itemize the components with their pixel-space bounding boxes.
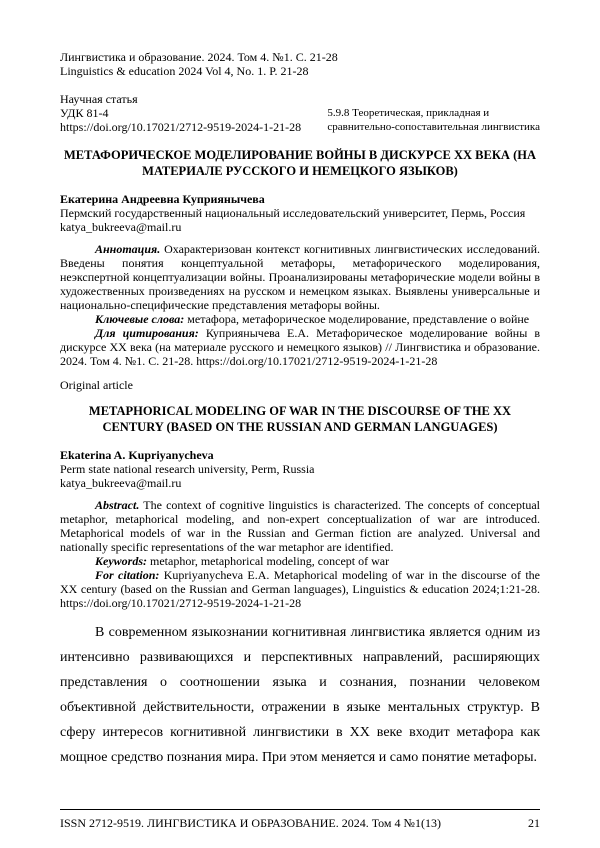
page-footer bbox=[60, 809, 540, 830]
author-email-en: katya_bukreeva@mail.ru bbox=[60, 476, 182, 490]
classification-line-2: сравнительно-сопоставительная лингвистика bbox=[327, 121, 540, 133]
keywords-text-ru: метафора, метафорическое моделирование, представление о войне bbox=[184, 312, 530, 326]
article-meta bbox=[60, 92, 540, 134]
classification-line-1: 5.9.8 Теоретическая, прикладная и bbox=[327, 107, 490, 119]
citation-label-en: For citation: bbox=[95, 568, 160, 582]
article-title-en: METAPHORICAL MODELING OF WAR IN THE DISCOURSE OF THE XX CENTURY (BASED ON THE RUSSIAN AND GERMAN LANGUAGES) bbox=[88, 404, 512, 434]
abstract-text-en: The context of cognitive linguistics is characterized. The concepts of conceptual metaphor, metaphorical modeling, and non-expert conceptualization of war are introduced. Metaphorical models of war in the Russian and German fiction are analyzed. Universal and nationally specific representations of the war metaphor are identified. bbox=[60, 498, 540, 554]
citation-paragraph-en bbox=[60, 568, 540, 610]
affiliation-ru: Пермский государственный национальный исследовательский университет, Пермь, Россия bbox=[60, 206, 526, 220]
author-name-ru: Екатерина Андреевна Куприянычева bbox=[60, 192, 265, 206]
original-article-label: Original article bbox=[60, 378, 133, 392]
abstract-label-ru: Аннотация. bbox=[95, 242, 161, 256]
udk-label: УДК 81-4 bbox=[60, 106, 109, 120]
footer-issn-line: ISSN 2712-9519. ЛИНГВИСТИКА И ОБРАЗОВАНИЕ. 2024. Том 4 №1(13) bbox=[60, 816, 441, 830]
journal-ref-en: Linguistics & education 2024 Vol 4, No. 1. P. 21-28 bbox=[60, 64, 309, 78]
meta-left-column bbox=[60, 92, 301, 134]
citation-text-en: Kupriyanycheva E.A. Metaphorical modeling of war in the discourse of the XX century (based on the Russian and German languages), Linguistics & education 2024;1:21-28. https://doi.org/10.17021/2712-9519-2024-1-21-28 bbox=[60, 568, 540, 610]
article-type-label: Научная статья bbox=[60, 92, 138, 106]
citation-paragraph-ru bbox=[60, 326, 540, 368]
author-name-en: Ekaterina A. Kupriyanycheva bbox=[60, 448, 214, 462]
abstract-block-en bbox=[60, 498, 540, 610]
abstract-block-ru bbox=[60, 242, 540, 368]
page-number: 21 bbox=[528, 816, 540, 830]
keywords-paragraph-en bbox=[60, 554, 540, 568]
keywords-label-ru: Ключевые слова: bbox=[95, 312, 185, 326]
abstract-label-en: Abstract. bbox=[95, 498, 140, 512]
abstract-paragraph-ru bbox=[60, 242, 540, 312]
keywords-paragraph-ru bbox=[60, 312, 540, 326]
author-block-en bbox=[60, 448, 540, 490]
journal-header bbox=[60, 50, 540, 78]
journal-ref-ru: Лингвистика и образование. 2024. Том 4. №1. С. 21-28 bbox=[60, 50, 338, 64]
author-email-ru: katya_bukreeva@mail.ru bbox=[60, 220, 182, 234]
keywords-text-en: metaphor, metaphorical modeling, concept of war bbox=[147, 554, 390, 568]
affiliation-en: Perm state national research university, Perm, Russia bbox=[60, 462, 315, 476]
author-block-ru bbox=[60, 192, 540, 234]
classification-block bbox=[327, 106, 540, 134]
body-paragraph: В современном языкознании когнитивная лингвистика является одним из интенсивно развивающихся и перспективных направлений, расширяющих представления о соотношении языка и сознания, познании человеком объективной действительности, отражении в языке ментальных структур. В сферу интересов когнитивной лингвистики в ХХ веке входит метафора как мощное средство познания мира. При этом меняется и само понятие метафоры. bbox=[60, 625, 540, 765]
keywords-label-en: Keywords: bbox=[95, 554, 147, 568]
article-title-ru: МЕТАФОРИЧЕСКОЕ МОДЕЛИРОВАНИЕ ВОЙНЫ В ДИСКУРСЕ ХХ ВЕКА (НА МАТЕРИАЛЕ РУССКОГО И НЕМЕЦКОГО ЯЗЫКОВ) bbox=[64, 148, 536, 178]
citation-text-ru: Куприянычева Е.А. Метафорическое моделирование войны в дискурсе ХХ века (на материале русского и немецкого языков) // Лингвистика и образование. 2024. Том 4. №1. С. 21-28. https://doi.org/10.17021/2712-9519-2024-1-21-28 bbox=[60, 326, 541, 368]
doi-link: https://doi.org/10.17021/2712-9519-2024-1-21-28 bbox=[60, 120, 302, 134]
abstract-paragraph-en bbox=[60, 498, 540, 554]
citation-label-ru: Для цитирования: bbox=[95, 326, 199, 340]
abstract-text-ru: Охарактеризован контекст когнитивных лингвистических исследований. Введены понятия концептуальной метафоры, метафорического моделирования, неэкспертной концептуализации войны. Проанализированы метафорические модели войны в художественных произведениях на русском и немецком языках. Выявлены универсальные и национально-специфические представления метафоры войны. bbox=[60, 242, 540, 312]
